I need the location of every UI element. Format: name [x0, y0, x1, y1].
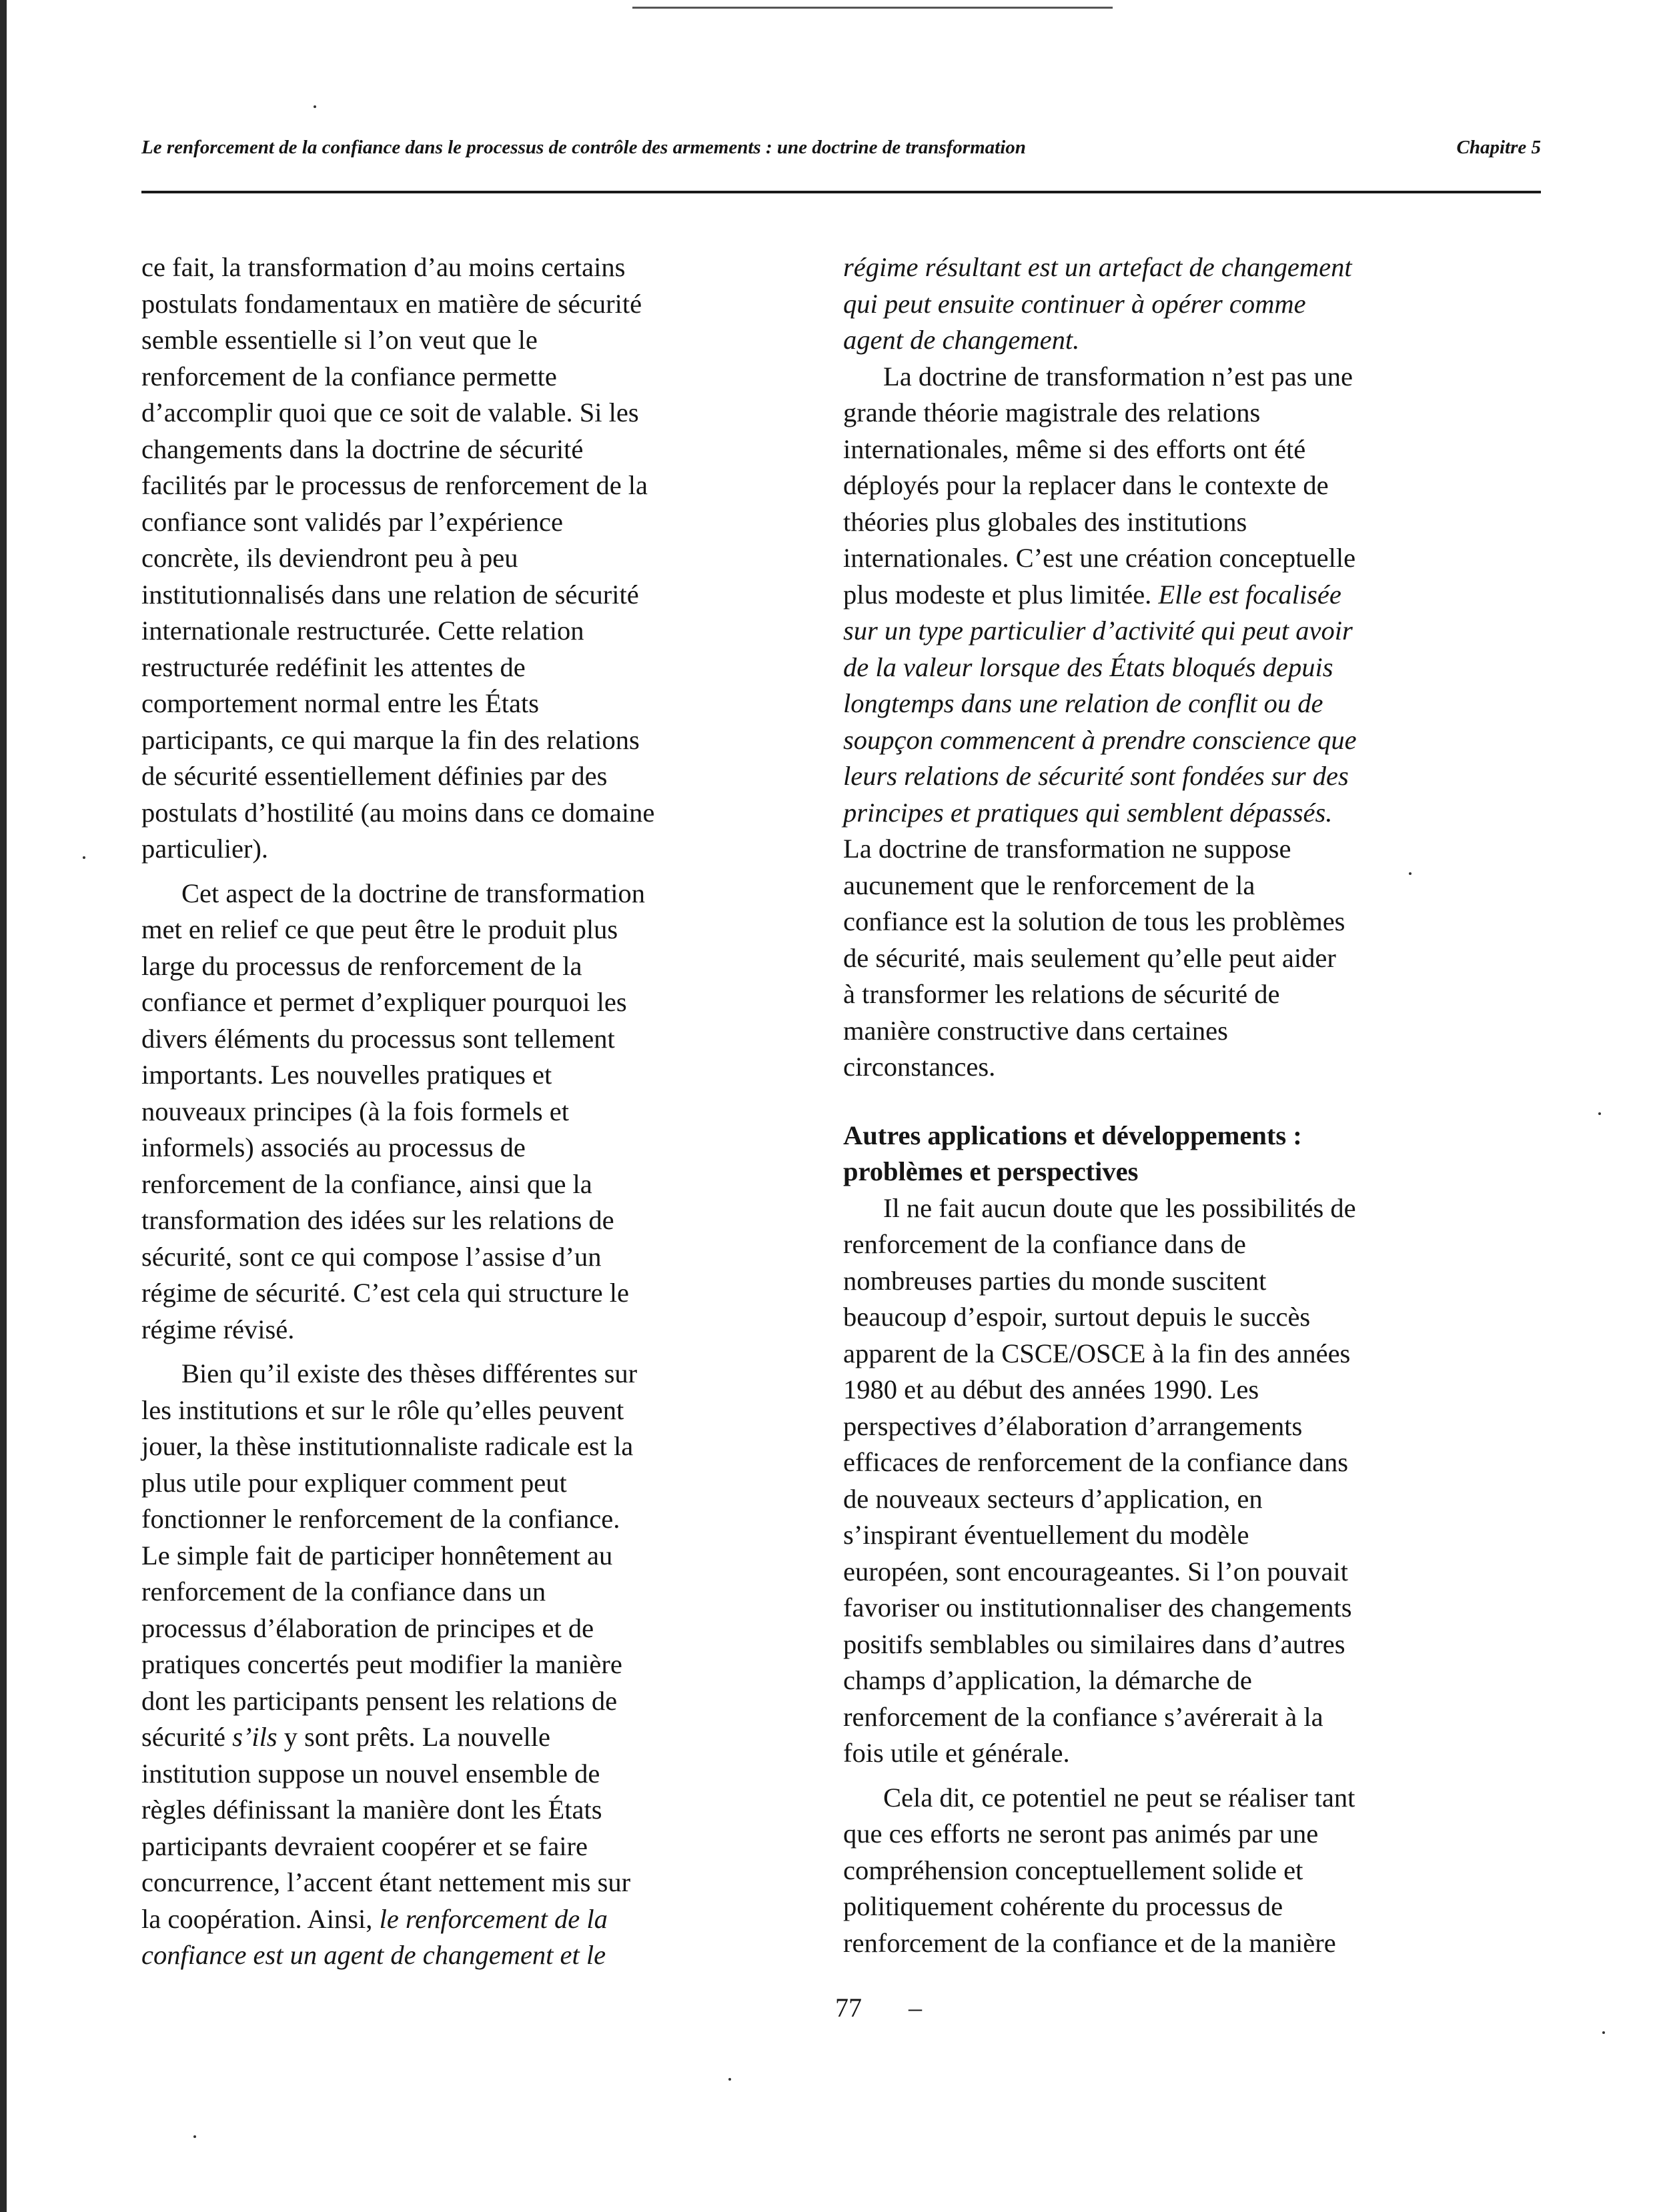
- text-line: restructurée redéfinit les attentes de: [141, 652, 526, 682]
- page-number: 77: [835, 1993, 862, 2023]
- text-line: nombreuses parties du monde suscitent: [843, 1265, 1267, 1296]
- emphasis-line: soupçon commencent à prendre conscience que: [843, 724, 1357, 755]
- page-number-dash: –: [909, 1993, 922, 2023]
- text-line: règles définissant la manière dont les États: [141, 1795, 602, 1825]
- text-line: les institutions et sur le rôle qu’elles peuvent: [141, 1394, 624, 1425]
- text-line: beaucoup d’espoir, surtout depuis le succès: [843, 1302, 1311, 1332]
- text-line: perspectives d’élaboration d’arrangements: [843, 1410, 1303, 1441]
- header-rule: [141, 191, 1541, 193]
- text-line: Bien qu’il existe des thèses différentes sur: [181, 1358, 638, 1388]
- text-line: compréhension conceptuellement solide et: [843, 1855, 1303, 1885]
- scan-speck: [193, 2135, 196, 2138]
- text-line: politiquement cohérente du processus de: [843, 1891, 1283, 1921]
- text-line: renforcement de la confiance dans un: [141, 1576, 546, 1606]
- scan-speck: [314, 105, 316, 108]
- text-line: apparent de la CSCE/OSCE à la fin des années: [843, 1338, 1351, 1368]
- text-line: renforcement de la confiance s’avérerait à la: [843, 1701, 1323, 1732]
- text-line: de sécurité essentiellement définies par des: [141, 761, 608, 791]
- text-line: efficaces de renforcement de la confiance dans: [843, 1447, 1349, 1477]
- text-run: sécurité: [141, 1722, 225, 1752]
- emphasis-line: confiance est un agent de changement et le: [141, 1940, 606, 1970]
- text-line: circonstances.: [843, 1052, 996, 1082]
- text-run: plus modeste et plus limitée.: [843, 579, 1152, 610]
- scan-edge: [0, 0, 7, 2212]
- text-line: européen, sont encourageantes. Si l’on pouvait: [843, 1556, 1348, 1586]
- text-line: positifs semblables ou similaires dans d’autres: [843, 1628, 1345, 1659]
- text-line: s’inspirant éventuellement du modèle: [843, 1520, 1249, 1550]
- text-line: [141, 1719, 752, 1756]
- text-line: d’accomplir quoi que ce soit de valable. Si les: [141, 397, 639, 427]
- emphasis-text: le renforcement de la: [379, 1903, 608, 1934]
- header-title: Le renforcement de la confiance dans le processus de contrôle des armements : une doctrine de transformation: [141, 137, 1026, 158]
- text-line: confiance et permet d’expliquer pourquoi les: [141, 987, 627, 1017]
- text-line: concrète, ils deviendront peu à peu: [141, 543, 518, 573]
- text-run: La nouvelle: [422, 1722, 550, 1752]
- text-line: transformation des idées sur les relations de: [141, 1205, 614, 1235]
- text-line: [843, 577, 1524, 614]
- section-heading: Autres applications et développements :: [843, 1120, 1302, 1150]
- text-line: régime de sécurité. C’est cela qui structure le: [141, 1278, 629, 1308]
- text-line: confiance sont validés par l’expérience: [141, 506, 563, 537]
- emphasis-line: régime résultant est un artefact de changement: [843, 252, 1352, 282]
- emphasis-line: agent de changement.: [843, 325, 1080, 355]
- left-column: [141, 249, 752, 1974]
- scan-speck: [728, 2078, 731, 2081]
- emphasis-line: sur un type particulier d’activité qui peut avoir: [843, 616, 1353, 646]
- emphasis-text: s’ils: [232, 1722, 277, 1752]
- text-line: à transformer les relations de sécurité de: [843, 979, 1280, 1009]
- text-line: Cela dit, ce potentiel ne peut se réaliser tant: [883, 1782, 1355, 1813]
- text-line: 1980 et au début des années 1990. Les: [843, 1374, 1259, 1404]
- text-line: plus utile pour expliquer comment peut: [141, 1467, 567, 1498]
- text-line: jouer, la thèse institutionnaliste radicale est la: [141, 1431, 634, 1461]
- text-line: met en relief ce que peut être le produit plus: [141, 914, 618, 944]
- text-line: théories plus globales des institutions: [843, 506, 1247, 537]
- text-line: semble essentielle si l’on veut que le: [141, 325, 538, 355]
- text-line: divers éléments du processus sont tellement: [141, 1023, 615, 1054]
- emphasis-line: qui peut ensuite continuer à opérer comme: [843, 288, 1306, 319]
- right-column: [843, 249, 1524, 1961]
- text-line: fonctionner le renforcement de la confiance.: [141, 1504, 620, 1534]
- text-line: champs d’application, la démarche de: [843, 1665, 1252, 1695]
- text-line: de sécurité, mais seulement qu’elle peut aider: [843, 942, 1336, 973]
- text-line: renforcement de la confiance dans de: [843, 1229, 1246, 1259]
- text-line: renforcement de la confiance et de la manière: [843, 1927, 1336, 1958]
- text-line: large du processus de renforcement de la: [141, 950, 582, 981]
- emphasis-text: Elle est focalisée: [1158, 579, 1341, 610]
- text-line: institution suppose un nouvel ensemble de: [141, 1758, 600, 1789]
- text-line: participants devraient coopérer et se faire: [141, 1831, 588, 1861]
- scan-speck: [1602, 2031, 1605, 2034]
- scan-speck: [83, 856, 85, 859]
- text-line: postulats d’hostilité (au moins dans ce domaine: [141, 797, 655, 828]
- text-line: postulats fondamentaux en matière de sécurité: [141, 288, 642, 319]
- scan-speck: [1598, 1112, 1601, 1115]
- text-line: aucunement que le renforcement de la: [843, 870, 1255, 900]
- text-line: Le simple fait de participer honnêtement au: [141, 1540, 613, 1570]
- emphasis-line: longtemps dans une relation de conflit ou de: [843, 688, 1323, 718]
- text-line: informels) associés au processus de: [141, 1132, 526, 1162]
- text-line: processus d’élaboration de principes et de: [141, 1612, 594, 1643]
- text-run: y sont prêts.: [284, 1722, 416, 1752]
- text-line: sécurité, sont ce qui compose l’assise d’un: [141, 1241, 602, 1272]
- text-line: facilités par le processus de renforcement de la: [141, 470, 648, 500]
- text-run: la coopération. Ainsi,: [141, 1903, 373, 1934]
- running-header: [141, 132, 1541, 172]
- text-line: La doctrine de transformation n’est pas une: [883, 361, 1353, 391]
- text-line: dont les participants pensent les relations de: [141, 1685, 618, 1716]
- emphasis-line: leurs relations de sécurité sont fondées sur des: [843, 761, 1349, 791]
- text-line: concurrence, l’accent étant nettement mis sur: [141, 1867, 631, 1897]
- text-line: internationales. C’est une création conceptuelle: [843, 543, 1356, 573]
- text-line: La doctrine de transformation ne suppose: [843, 834, 1291, 864]
- text-line: internationales, même si des efforts ont été: [843, 433, 1306, 464]
- text-line: manière constructive dans certaines: [843, 1015, 1228, 1046]
- top-rule: [632, 7, 1113, 9]
- text-line: participants, ce qui marque la fin des relations: [141, 724, 640, 755]
- emphasis-line: principes et pratiques qui semblent dépassés.: [843, 797, 1333, 828]
- section-heading: problèmes et perspectives: [843, 1156, 1139, 1186]
- text-line: changements dans la doctrine de sécurité: [141, 433, 584, 464]
- text-line: confiance est la solution de tous les problèmes: [843, 906, 1345, 936]
- text-line: renforcement de la confiance, ainsi que la: [141, 1168, 592, 1199]
- text-line: ce fait, la transformation d’au moins certains: [141, 252, 626, 282]
- text-line: que ces efforts ne seront pas animés par une: [843, 1819, 1319, 1849]
- text-line: [141, 1901, 752, 1938]
- text-line: Cet aspect de la doctrine de transformation: [181, 878, 645, 908]
- text-line: régime révisé.: [141, 1314, 295, 1344]
- text-line: favoriser ou institutionnaliser des changements: [843, 1592, 1352, 1622]
- text-line: institutionnalisés dans une relation de sécurité: [141, 579, 639, 610]
- text-line: pratiques concertés peut modifier la manière: [141, 1649, 622, 1679]
- text-line: de nouveaux secteurs d’application, en: [843, 1483, 1263, 1514]
- text-line: renforcement de la confiance permette: [141, 361, 557, 391]
- emphasis-line: de la valeur lorsque des États bloqués depuis: [843, 652, 1333, 682]
- text-line: internationale restructurée. Cette relation: [141, 616, 584, 646]
- scan-speck: [1409, 872, 1412, 875]
- text-line: comportement normal entre les États: [141, 688, 540, 718]
- text-line: nouveaux principes (à la fois formels et: [141, 1096, 570, 1126]
- text-line: grande théorie magistrale des relations: [843, 397, 1261, 427]
- text-line: importants. Les nouvelles pratiques et: [141, 1060, 552, 1090]
- text-line: particulier).: [141, 834, 269, 864]
- text-line: fois utile et générale.: [843, 1738, 1070, 1768]
- text-line: Il ne fait aucun doute que les possibilités de: [883, 1192, 1356, 1223]
- header-chapter: Chapitre 5: [1456, 137, 1541, 158]
- text-line: déployés pour la replacer dans le contexte de: [843, 470, 1329, 500]
